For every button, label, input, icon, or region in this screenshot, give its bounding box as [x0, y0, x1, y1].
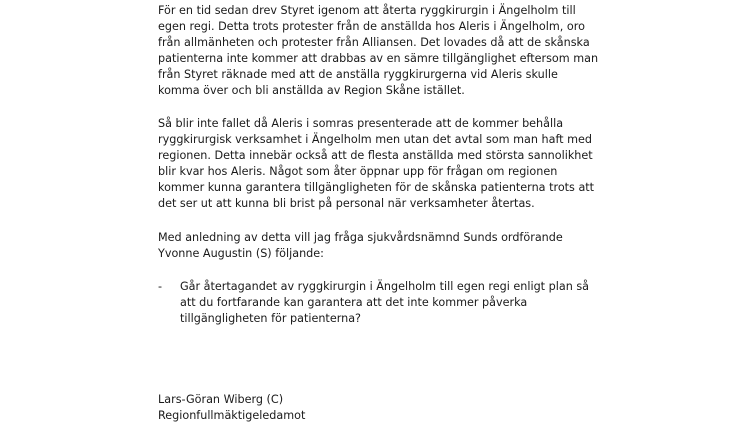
paragraph-intro: För en tid sedan drev Styret igenom att återta ryggkirurgin i Ängelholm till egen regi. Detta trots protester från de anställda hos Aleris i Ängelholm, oro från allmänheten och protester från Alliansen. Det lovades då att de skånska patienterna inte kommer att drabbas av en sämre tillgänglighet eftersom man från Styret räknade med att de anställa ryggkirurgerna vid Aleris skulle komma över och bli anställda av Region Skåne istället.: [158, 4, 599, 97]
paragraph-aleris: Så blir inte fallet då Aleris i somras presenterade att de kommer behålla ryggkirurgisk verksamhet i Ängelholm men utan det avtal som man haft med regionen. Detta innebär också att de flesta anställda med största sannolikhet blir kvar hos Aleris. Något som åter öppnar upp för frågan om regionen kommer kunna garantera tillgängligheten för de skånska patienterna trots att det ser ut att kunna bli brist på personal när verksamheter återtas.: [158, 117, 595, 210]
bullet-marker: -: [158, 280, 163, 293]
paragraph-question-lead: Med anledning av detta vill jag fråga sjukvårdsnämnd Sunds ordförande Yvonne Augustin (S) följande:: [158, 231, 563, 260]
bullet-question-text: Går återtagandet av ryggkirurgin i Ängelholm till egen regi enligt plan så att du fortfarande kan garantera att det inte kommer påverka tillgängligheten för patienterna?: [180, 280, 590, 325]
signature-name: Lars-Göran Wiberg (C): [158, 393, 284, 406]
signature-title: Regionfullmäktigeledamot: [158, 409, 306, 422]
